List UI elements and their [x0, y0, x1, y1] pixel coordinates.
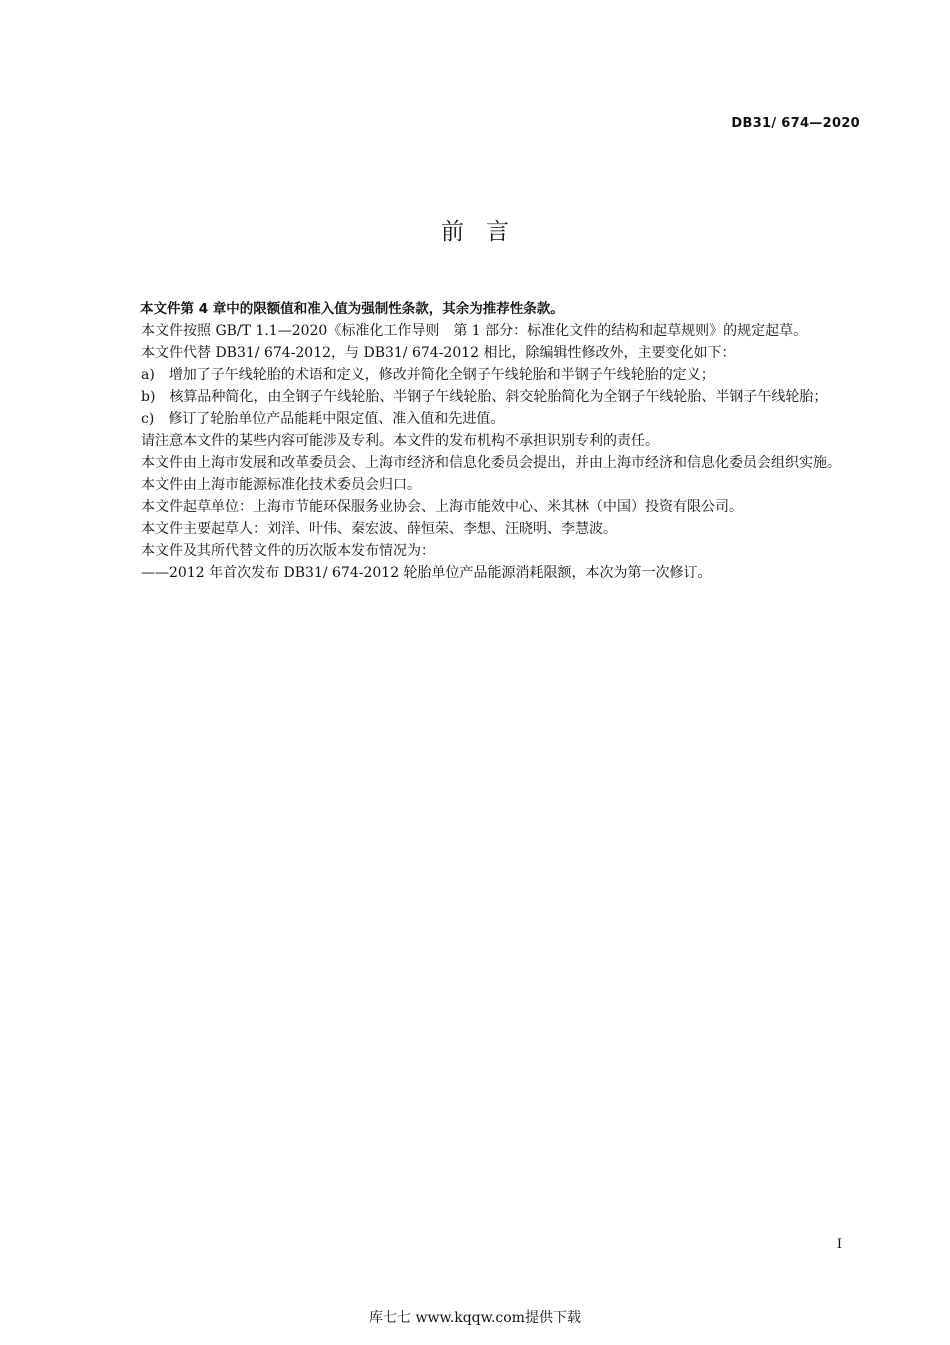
- item-label: c): [141, 411, 155, 427]
- mandatory-clause-paragraph: 本文件第 4 章中的限额值和准入值为强制性条款，其余为推荐性条款。: [140, 301, 564, 317]
- item-label: b): [141, 389, 156, 405]
- centralized-by-paragraph: 本文件由上海市能源标准化技术委员会归口。: [141, 477, 421, 493]
- history-paragraph: 本文件及其所代替文件的历次版本发布情况为：: [141, 543, 435, 559]
- page-number: I: [836, 1237, 842, 1252]
- history-item: ——2012 年首次发布 DB31/ 674-2012 轮胎单位产品能源消耗限额，本次为第一次修订。: [141, 565, 712, 581]
- drafters-paragraph: 本文件主要起草人：刘洋、叶伟、秦宏波、薛恒荣、李想、汪晓明、李慧波。: [141, 521, 617, 537]
- proposed-by-paragraph: 本文件由上海市发展和改革委员会、上海市经济和信息化委员会提出，并由上海市经济和信息化委员会组织实施。: [141, 455, 841, 471]
- page-title: 前言: [441, 219, 531, 245]
- drafting-units-paragraph: 本文件起草单位：上海市节能环保服务业协会、上海市能效中心、米其林（中国）投资有限公司。: [141, 499, 743, 515]
- item-text: 核算品种简化，由全钢子午线轮胎、半钢子午线轮胎、斜交轮胎简化为全钢子午线轮胎、半钢子午线轮胎；: [169, 389, 828, 405]
- item-label: a): [141, 367, 155, 383]
- item-text: 增加了子午线轮胎的术语和定义，修改并简化全钢子午线轮胎和半钢子午线轮胎的定义；: [168, 367, 715, 383]
- drafting-rules-paragraph: 本文件按照 GB/T 1.1—2020《标准化工作导则 第 1 部分：标准化文件的结构和起草规则》的规定起草。: [141, 323, 808, 339]
- item-text: 修订了轮胎单位产品能耗中限定值、准入值和先进值。: [168, 411, 505, 427]
- change-item-b: [113, 386, 860, 408]
- replaces-paragraph: 本文件代替 DB31/ 674-2012，与 DB31/ 674-2012 相比，除编辑性修改外，主要变化如下：: [141, 345, 736, 361]
- foreword-content: [113, 298, 860, 584]
- document-code: DB31/ 674—2020: [731, 116, 860, 131]
- download-footer: 库七七 www.kqqw.com提供下载: [369, 1310, 581, 1326]
- change-item-c: [113, 408, 860, 430]
- change-item-a: [113, 364, 860, 386]
- patent-paragraph: 请注意本文件的某些内容可能涉及专利。本文件的发布机构不承担识别专利的责任。: [141, 433, 659, 449]
